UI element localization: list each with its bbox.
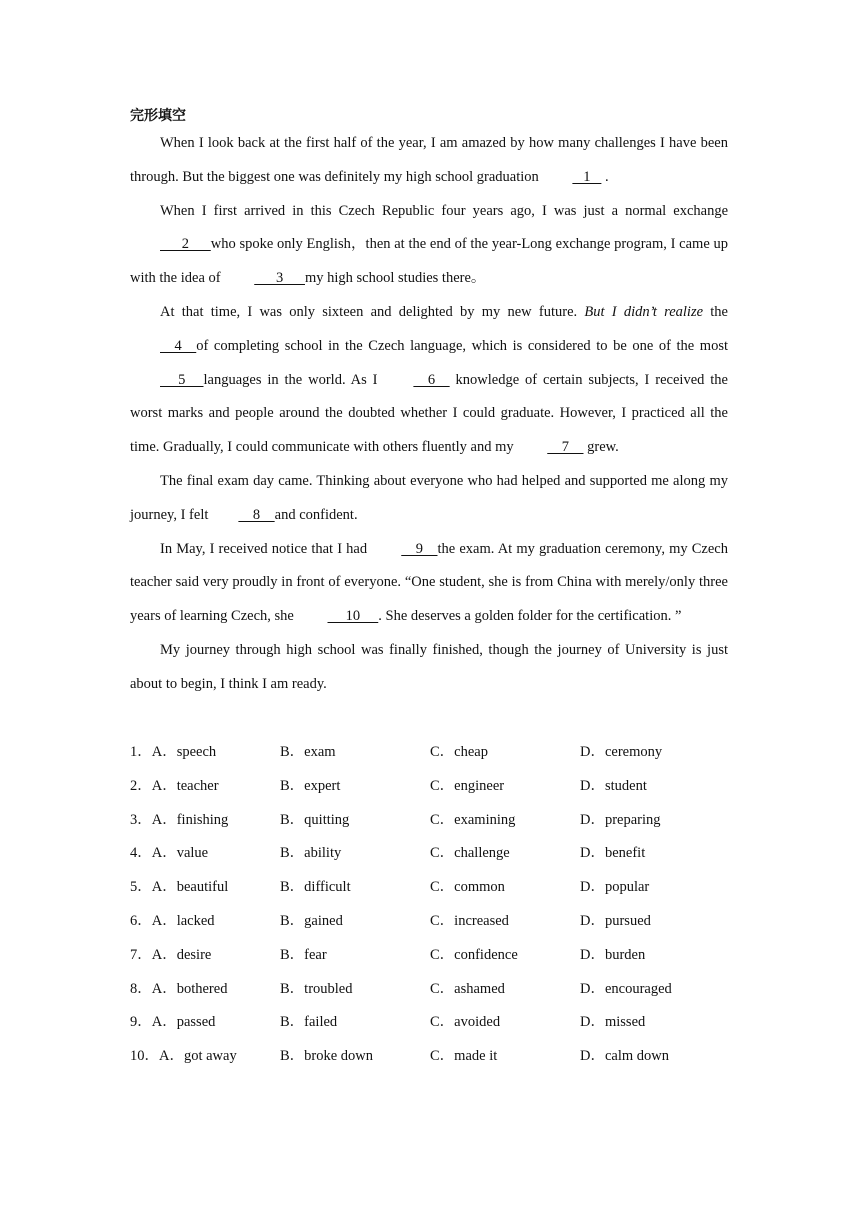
section-title: 完形填空 [130,108,186,124]
option-b: B．broke down [280,1048,374,1065]
option-b: B．ability [280,845,342,862]
text: knowledge of certain subjects, I received the worst marks and people around the doubted whether I could graduate. However, I practiced all the time. Gradually, I could communicate with others fluently and my [130,371,728,456]
option-a-text: A．teacher [151,777,219,794]
blank-9: 9 [401,540,438,557]
question-row [130,871,730,905]
paragraph-5 [130,533,728,634]
text: The final exam day came. Thinking about everyone who had helped and supported me along my journey, I felt [130,472,728,523]
question-row [130,1040,730,1074]
question-number: 2． [130,777,152,794]
option-a [130,837,208,871]
option-a [130,871,228,905]
text: . She deserves a golden folder for the certification. ” [378,608,682,625]
option-b: B．expert [280,777,341,794]
text: of completing school in the Czech language, which is considered to be one of the most [196,337,728,354]
question-row [130,1006,730,1040]
question-number: 5． [130,879,152,896]
blank-1: 1 [572,168,602,185]
option-b: B．exam [280,744,336,760]
option-a-text: A．speech [151,744,217,760]
question-row [130,973,730,1007]
text: and confident. [274,506,358,523]
option-d: D．ceremony [580,744,663,760]
option-c: C．increased [430,912,509,929]
option-a-text: A．value [151,845,209,862]
text: My journey through high school was finally finished, though the journey of University is just about to begin, I think I am ready. [130,641,728,692]
option-a-text: A．bothered [151,980,228,997]
text: languages in the world. As I [203,371,384,388]
option-c: C．made it [430,1048,498,1065]
option-c: C．examining [430,811,516,828]
option-d: D．preparing [580,811,661,828]
blank-6: 6 [413,371,450,388]
option-a [130,770,219,804]
text: who spoke only English，then at the end of the year-Long exchange program, I came up with the idea of [130,236,728,287]
option-b: B．quitting [280,811,350,828]
paragraph-3 [130,296,728,465]
question-row [130,905,730,939]
option-d: D．calm down [580,1048,669,1065]
question-options [130,736,730,1074]
option-a [130,939,211,973]
option-a [130,973,227,1007]
italic-text: But I didn’t realize [584,303,704,320]
blank-4: 4 [160,337,197,354]
blank-8: 8 [238,506,275,523]
question-row [130,939,730,973]
question-number: 10． [130,1048,159,1065]
question-number: 3． [130,811,152,828]
option-c: C．ashamed [430,980,505,997]
option-b: B．fear [280,946,327,963]
option-b: B．difficult [280,879,351,896]
text: . [601,168,609,185]
option-c: C．confidence [430,946,518,963]
passage [130,127,728,702]
text: When I look back at the first half of the year, I am amazed by how many challenges I have been through. But the biggest one was definitely my high school graduation [130,135,728,185]
option-a-text: A．desire [151,946,212,963]
question-number: 9． [130,1014,152,1031]
question-number: 8． [130,980,152,997]
option-d: D．benefit [580,845,646,862]
option-a [130,736,216,770]
question-row [130,837,730,871]
question-number: 1． [130,744,152,760]
option-a [130,1006,215,1040]
blank-2: 2 [160,236,211,253]
blank-10: 10 [327,608,379,625]
question-number: 4． [130,845,152,862]
option-d: D．burden [580,946,646,963]
option-c: C．cheap [430,744,488,760]
text: grew. [583,439,619,456]
option-d: D．popular [580,879,650,896]
text: the [703,303,728,320]
paragraph-6 [130,634,728,702]
option-c: C．engineer [430,777,505,794]
option-d: D．pursued [580,912,651,929]
option-a [130,804,228,838]
option-a-text: A．finishing [151,811,229,828]
option-c: C．avoided [430,1014,501,1031]
question-row [130,770,730,804]
paragraph-1 [130,127,728,195]
option-b: B．failed [280,1014,338,1031]
question-number: 7． [130,946,152,963]
option-a-text: A．passed [151,1014,216,1031]
option-c: C．common [430,879,505,896]
paragraph-2 [130,195,728,296]
option-d: D．student [580,777,647,794]
question-row [130,736,730,770]
option-a-text: A．lacked [151,912,215,929]
option-a [130,1040,237,1074]
option-d: D．missed [580,1014,646,1031]
blank-7: 7 [547,439,584,456]
option-a [130,905,215,939]
option-a-text: A．got away [159,1048,237,1065]
text: the exam. At my graduation ceremony, my Czech teacher said very proudly in front of everyone. “One student, she is from China with merely/only three years of learning Czech, she [130,540,728,625]
option-a-text: A．beautiful [151,879,229,896]
text: In May, I received notice that I had [160,540,372,557]
option-b: B．gained [280,912,343,929]
blank-3: 3 [254,270,305,287]
text: my high school studies there。 [304,270,486,287]
text: When I first arrived in this Czech Republic four years ago, I was just a normal exchange [160,202,728,219]
question-row [130,804,730,838]
option-c: C．challenge [430,845,510,862]
paragraph-4 [130,465,728,533]
text: At that time, I was only sixteen and delighted by my new future. [160,303,585,320]
option-b: B．troubled [280,980,353,997]
question-number: 6． [130,912,152,929]
option-d: D．encouraged [580,980,672,997]
blank-5: 5 [160,371,204,388]
